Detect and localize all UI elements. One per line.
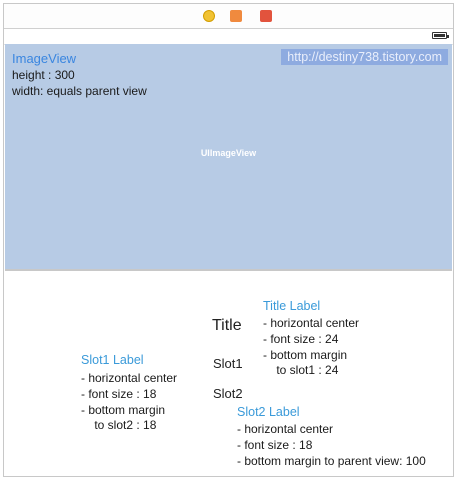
preview-slot1-label[interactable]: Slot1 [213,356,243,371]
scene-dock [4,4,453,29]
slot2-label-item: - horizontal center [237,422,334,436]
image-view-width: width: equals parent view [12,84,147,98]
status-bar [4,29,453,45]
title-label-item: to slot1 : 24 [263,363,339,377]
slot2-label-heading: Slot2 Label [237,405,300,419]
slot1-label-item: - bottom margin [81,403,166,417]
slot1-label-heading: Slot1 Label [81,353,144,367]
preview-slot2-label[interactable]: Slot2 [213,386,243,401]
image-view-title: ImageView [12,51,77,66]
image-view-placeholder-label: UIImageView [200,148,257,158]
scene-frame [3,3,454,477]
slot1-label-item: to slot2 : 18 [81,418,157,432]
exit-icon[interactable] [260,10,272,22]
title-label-heading: Title Label [263,299,321,313]
slot2-label-item: - font size : 18 [237,438,313,452]
preview-title-label[interactable]: Title [212,317,242,334]
slot1-label-item: - font size : 18 [81,387,157,401]
title-label-item: - horizontal center [263,316,360,330]
title-label-item: - font size : 24 [263,332,339,346]
image-view[interactable] [5,44,452,271]
view-controller-icon[interactable] [203,10,215,22]
watermark-url: http://destiny738.tistory.com [281,49,448,65]
image-view-height: height : 300 [12,68,75,82]
title-label-item: - bottom margin [263,348,348,362]
slot2-label-item: - bottom margin to parent view: 100 [237,454,426,468]
battery-icon [432,32,447,39]
first-responder-icon[interactable] [230,10,242,22]
slot1-label-item: - horizontal center [81,371,178,385]
